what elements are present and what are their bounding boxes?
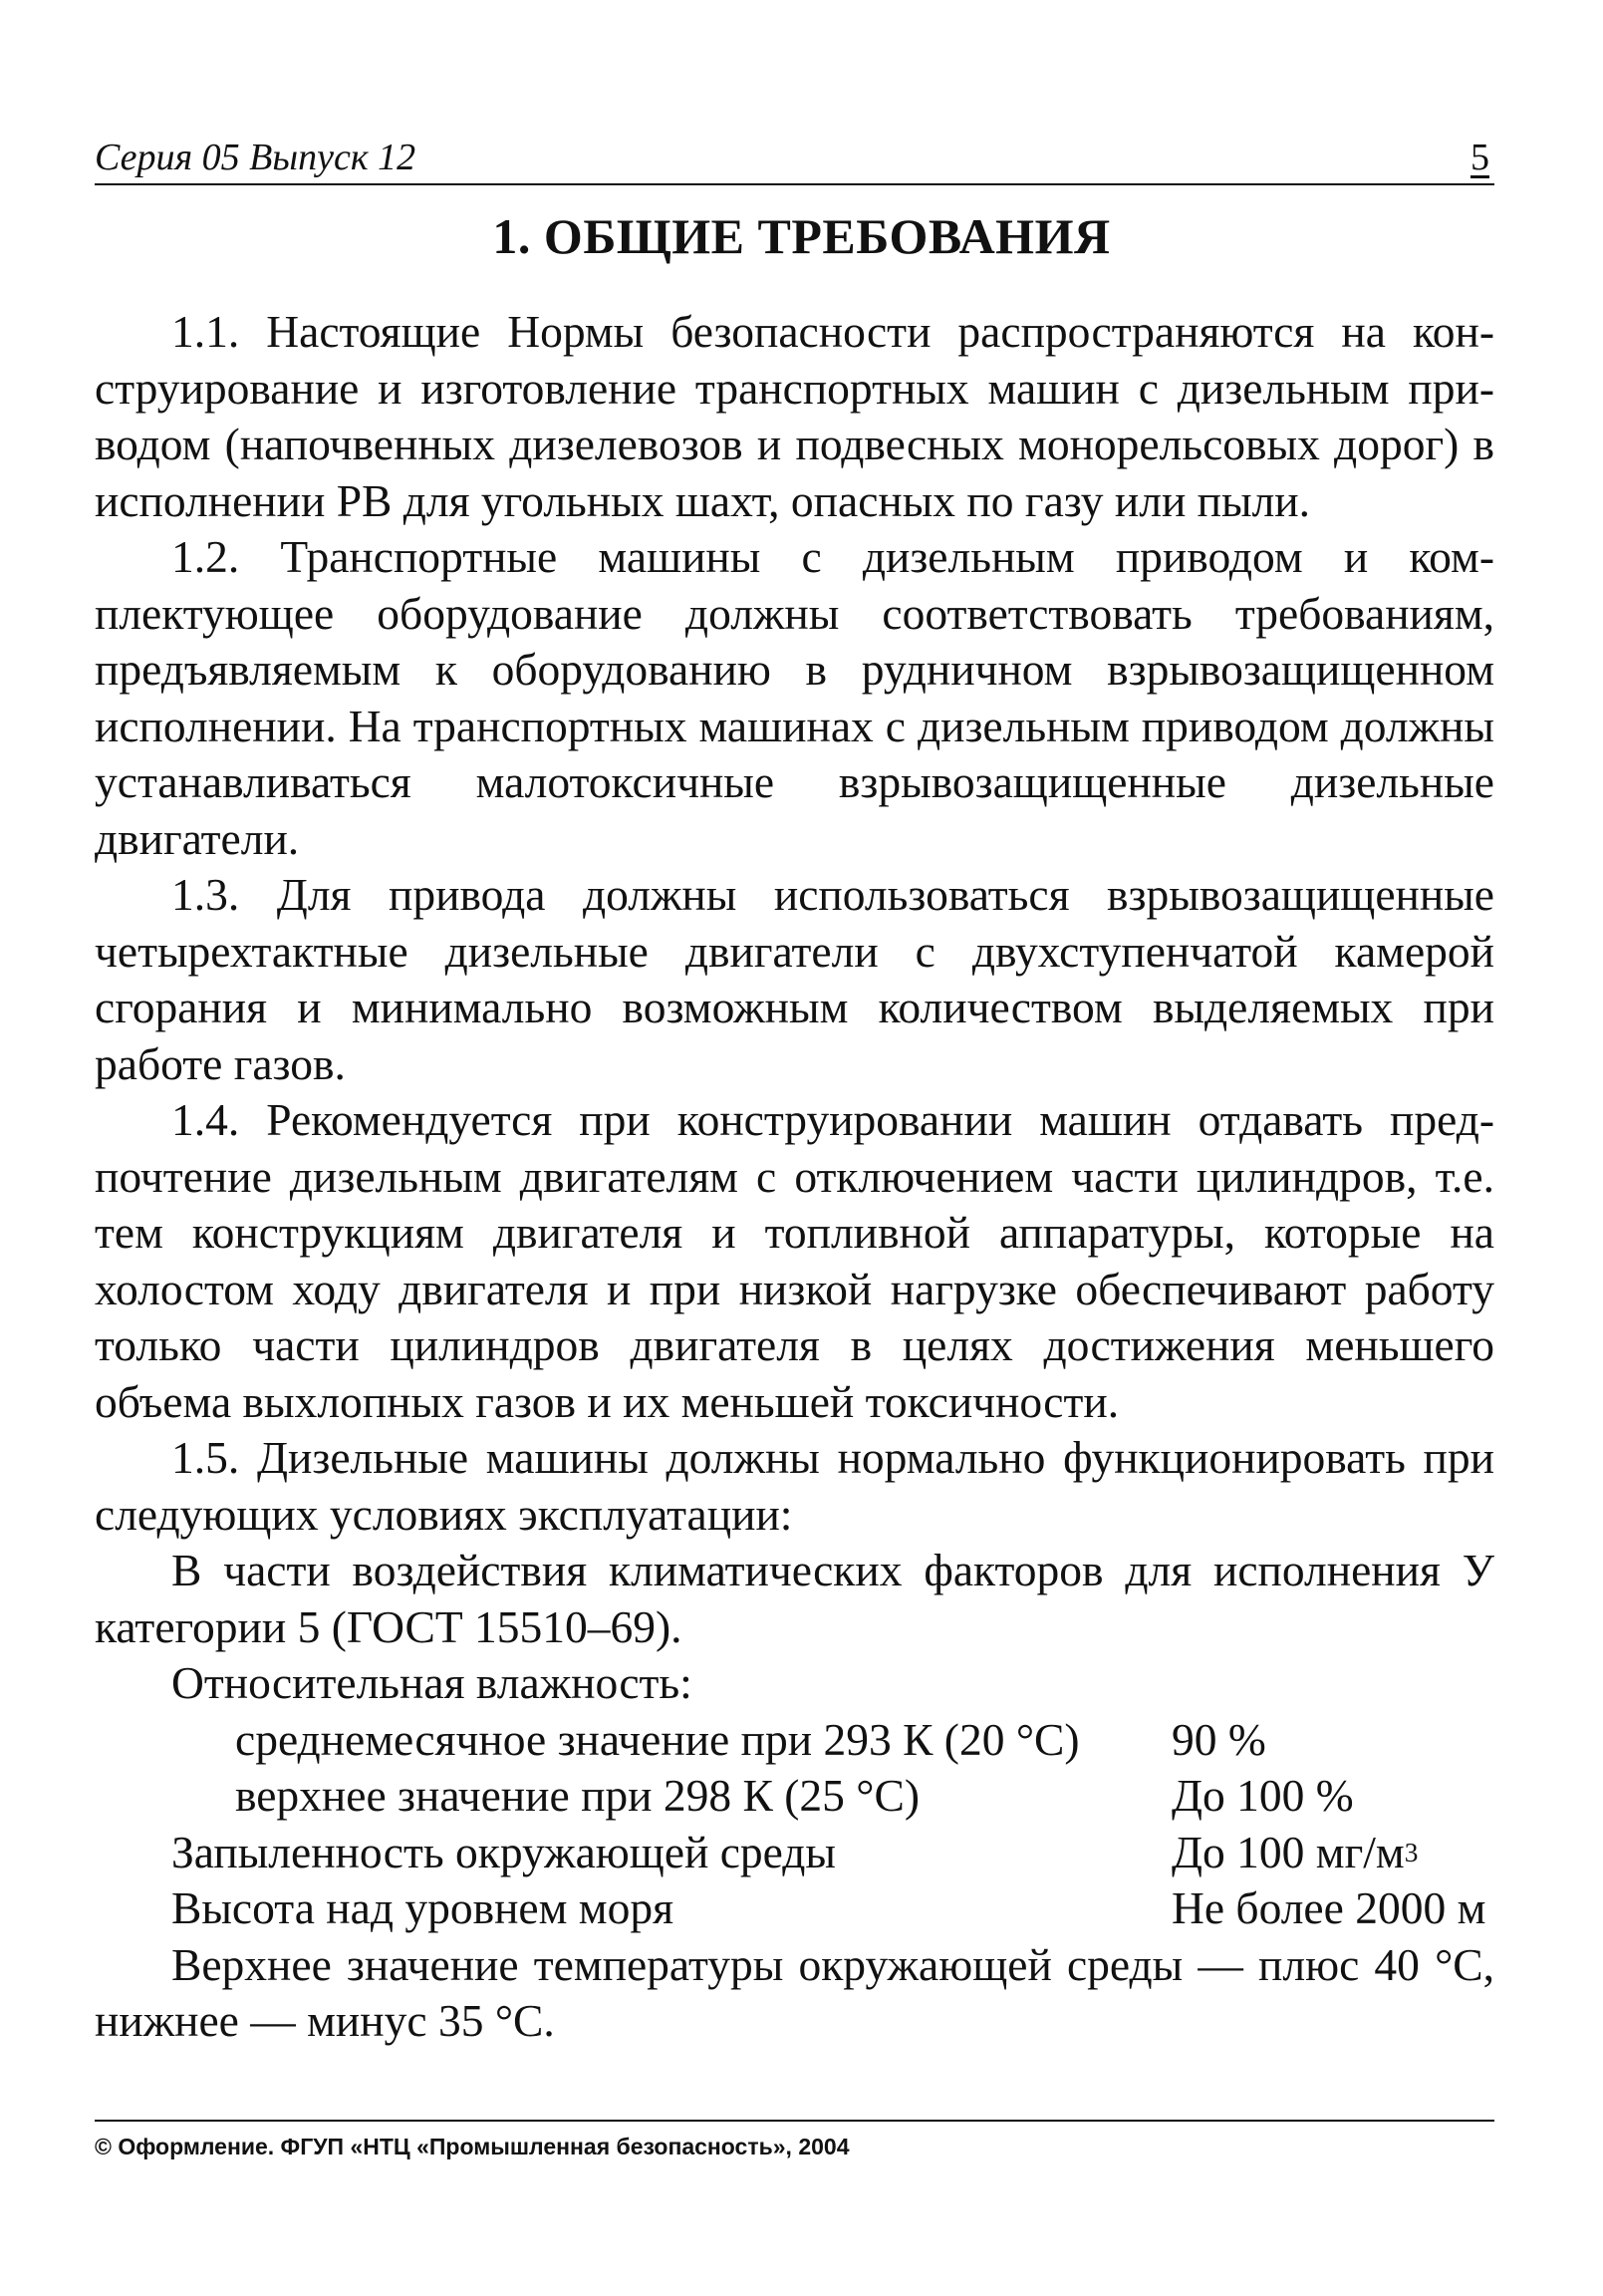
spec-value: Не более 2000 м [1172, 1882, 1486, 1933]
dust-value-text: До 100 мг/м [1172, 1826, 1405, 1877]
series-issue-label: Серия 05 Выпуск 12 [95, 137, 416, 178]
spec-value-dust [1172, 1825, 1418, 1881]
footer-rule [95, 2120, 1494, 2122]
paragraph-1-1: 1.1. Настоящие Нормы безопасности распространяются на конструирование и изготовление транспортных машин с дизельным приводом (напочвенных дизелевозов и подвесных монорельсовых дорог) в исполнении РВ для угольных шахт, опасных по газу или пыли. [95, 306, 1494, 526]
spec-value: 90 % [1172, 1713, 1266, 1765]
spec-row-monthly-humidity [95, 1712, 1494, 1769]
spec-label: Высота над уровнем моря [171, 1882, 674, 1933]
paragraph-1-3: 1.3. Для привода должны использоваться взрывозащищенные четырехтактные дизельные двигатели с двухступенчатой камерой сгорания и минимально возможным количеством выделяемых при работе газов. [95, 869, 1494, 1089]
spec-row-altitude [95, 1880, 1494, 1937]
paragraph-1-5: 1.5. Дизельные машины должны нормально функционировать при следующих условиях эксплуатации: [95, 1432, 1494, 1540]
spec-label: верхнее значение при 298 К (25 °С) [235, 1770, 920, 1821]
paragraph-1-2: 1.2. Транспортные машины с дизельным приводом и комплектующее оборудование должны соответствовать требованиям, предъявляемым к оборудованию в рудничном взрывозащищенном исполнении. На транспортных машинах с дизельным приводом должны устанавливаться малотоксичные взрывозащищенные дизельные двигатели. [95, 531, 1494, 864]
body-text [95, 304, 1494, 2050]
page-number: 5 [1470, 137, 1489, 178]
section-title: 1. ОБЩИЕ ТРЕБОВАНИЯ [492, 208, 1111, 264]
header-rule [95, 183, 1494, 185]
spec-label: Запыленность окружающей среды [171, 1826, 836, 1877]
unit-superscript: 3 [1404, 1837, 1419, 1867]
climate-paragraph: В части воздействия климатических факторов для исполнения У категории 5 (ГОСТ 15510–69). [95, 1545, 1494, 1652]
humidity-heading: Относительная влажность: [171, 1657, 692, 1708]
paragraph-1-4: 1.4. Рекомендуется при конструировании машин отдавать предпочтение дизельным двигателям с отключением части цилиндров, т.е. тем конструкциям двигателя и топливной аппаратуры, которые на холостом ходу двигателя и при низкой нагрузке обеспечивают работу только части цилиндров двигателя в целях достижения меньшего объема выхлопных газов и их меньшей токсичности. [95, 1094, 1494, 1427]
temperature-paragraph: Верхнее значение температуры окружающей среды — плюс 40 °С, нижнее — минус 35 °С. [95, 1938, 1494, 2046]
running-header [95, 132, 1489, 183]
copyright-footer: © Оформление. ФГУП «НТЦ «Промышленная безопасность», 2004 [95, 2134, 850, 2159]
spec-value: До 100 % [1172, 1770, 1354, 1821]
spec-label: среднемесячное значение при 293 К (20 °С) [235, 1713, 1080, 1765]
spec-row-upper-humidity [95, 1768, 1494, 1825]
spec-row-dust [95, 1825, 1494, 1881]
